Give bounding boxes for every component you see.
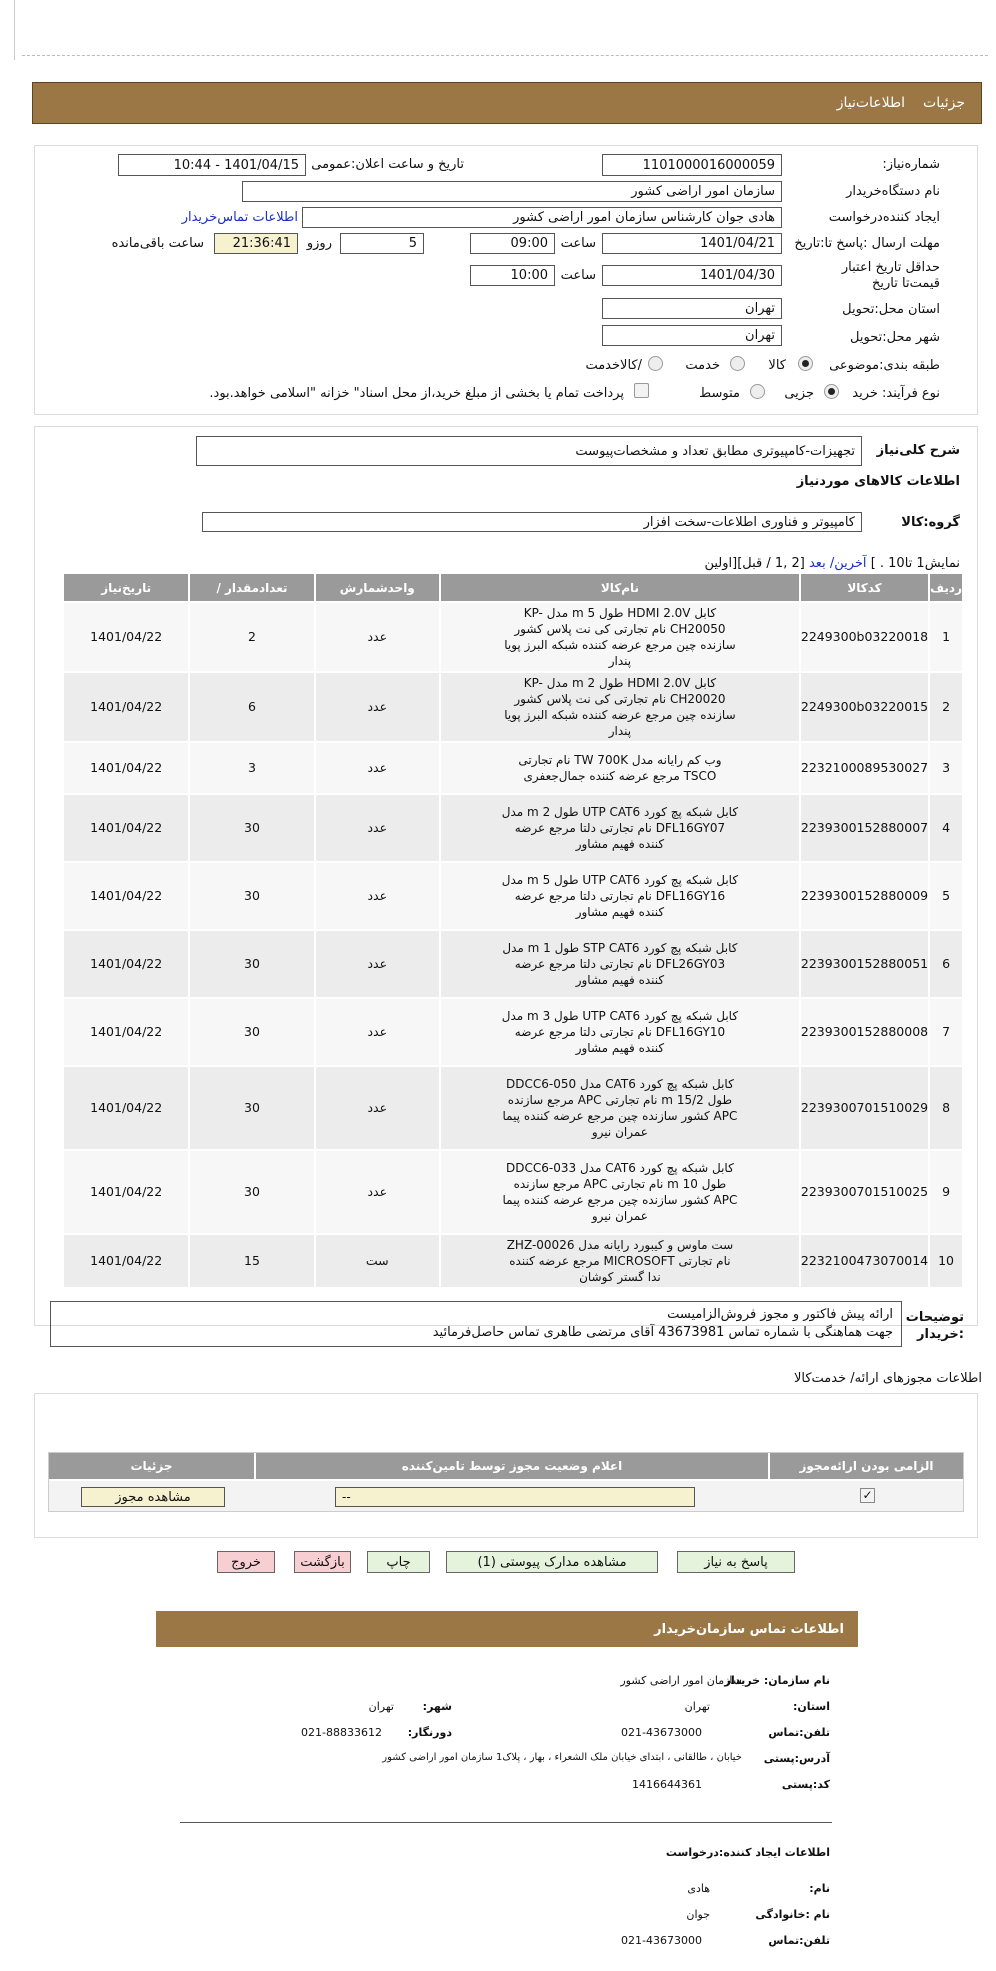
- cell-qty: 6: [189, 672, 314, 742]
- contact-fax-label: دورنگار:: [407, 1726, 452, 1739]
- cell-date: 1401/04/22: [63, 1234, 189, 1288]
- contact-city-label: شهر:: [422, 1700, 452, 1713]
- contact-postal-value: 1416644361: [632, 1778, 702, 1791]
- cell-qty: 2: [189, 602, 314, 672]
- buyer-field: سازمان امور اراضی کشور: [242, 181, 782, 202]
- contact-phone-label: تلفن:تماس: [768, 1726, 830, 1739]
- exit-button[interactable]: خروج: [217, 1551, 275, 1573]
- cell-date: 1401/04/22: [63, 1150, 189, 1234]
- cell-name: کابل شبکه پچ کورد CAT6 مدل DDCC6-050 طول 15/2 m نام تجارتی APC مرجع سازنده APC کشور سازنده چین مرجع عرضه کننده پیما عمران نیرو: [440, 1066, 800, 1150]
- org-label: نام سازمان: خریدار: [724, 1674, 830, 1687]
- validity-date-field: 1401/04/30: [602, 265, 782, 286]
- buyer-notes-label: توضیحات :خریدار: [905, 1310, 964, 1342]
- city-field: تهران: [602, 325, 782, 346]
- cell-row: 9: [929, 1150, 963, 1234]
- radio-goods-service[interactable]: [648, 356, 663, 371]
- days-label: روزو: [306, 236, 332, 251]
- pagination-last[interactable]: آخرین/: [829, 556, 867, 571]
- pagination-show: نمایش1 تا10 . ]: [870, 556, 960, 571]
- view-permit-button[interactable]: مشاهده مجوز: [81, 1487, 225, 1507]
- org-value: سازمان امور اراضی کشور: [620, 1674, 742, 1687]
- cell-unit: عدد: [315, 1066, 440, 1150]
- creator-phone-value: 021-43673000: [621, 1934, 702, 1947]
- cell-row: 8: [929, 1066, 963, 1150]
- cell-code: 2249300b03220015: [800, 672, 929, 742]
- announce-label: تاریخ و ساعت اعلان:عمومی: [311, 157, 464, 172]
- table-row: [63, 930, 963, 998]
- reply-button[interactable]: پاسخ به نیاز: [677, 1551, 795, 1573]
- buyer-contact-link[interactable]: اطلاعات تماس‌خریدار: [181, 210, 298, 225]
- cell-code: 2232100473070014: [800, 1234, 929, 1288]
- cell-name: ست ماوس و کیبورد رایانه مدل ZHZ-00026 نام تجارتی MICROSOFT مرجع عرضه کننده ندا گستر کوشان: [440, 1234, 800, 1288]
- cell-date: 1401/04/22: [63, 742, 189, 794]
- print-button[interactable]: چاپ: [367, 1551, 430, 1573]
- contact-fax-value: 021-88833612: [301, 1726, 382, 1739]
- contact-province-value: تهران: [684, 1700, 710, 1713]
- table-row: [63, 794, 963, 862]
- deadline-label: مهلت ارسال :پاسخ تا:تاریخ: [794, 236, 940, 251]
- deadline-time-label: ساعت: [560, 236, 596, 251]
- creator-family-label: نام :خانوادگی: [755, 1908, 830, 1921]
- cell-qty: 30: [189, 794, 314, 862]
- cell-unit: عدد: [315, 998, 440, 1066]
- cell-qty: 30: [189, 862, 314, 930]
- goods-title: اطلاعات کالاهای موردنیاز: [796, 474, 960, 489]
- radio-goods[interactable]: [798, 356, 813, 371]
- cell-name: کابل شبکه پچ کورد UTP CAT6 طول 3 m مدل DFL16GY10 نام تجارتی دلتا مرجع عرضه کننده فهیم مشاور: [440, 998, 800, 1066]
- cell-unit: عدد: [315, 930, 440, 998]
- buyer-notes-box: [50, 1301, 902, 1347]
- creator-family-value: جوان: [686, 1908, 710, 1921]
- creator-phone-label: تلفن:تماس: [768, 1934, 830, 1947]
- permit-status-field: --: [335, 1487, 695, 1507]
- cell-name: کابل HDMI 2.0V طول 2 m مدل KP-CH20020 نام تجارتی کی نت پلاس کشور سازنده چین مرجع عرضه کننده شبکه البرز پویا پندار: [440, 672, 800, 742]
- contact-bar: اطلاعات تماس سازمان‌خریدار: [156, 1611, 858, 1647]
- permits-title: اطلاعات مجوزهای ارائه/ خدمت‌کالا: [793, 1371, 982, 1386]
- cell-qty: 3: [189, 742, 314, 794]
- table-row: [63, 672, 963, 742]
- permits-col-status: اعلام وضعیت مجوز توسط تامین‌کننده: [256, 1453, 768, 1479]
- cell-row: 6: [929, 930, 963, 998]
- col-unit: واحدشمارش: [315, 573, 440, 602]
- cell-name: کابل شبکه پچ کورد CAT6 مدل DDCC6-033 طول 10 m نام تجارتی APC مرجع سازنده APC کشور سازنده چین مرجع عرضه کننده پیما عمران نیرو: [440, 1150, 800, 1234]
- cell-unit: عدد: [315, 672, 440, 742]
- cell-unit: عدد: [315, 1150, 440, 1234]
- radio-goods-label: کالا: [768, 358, 786, 373]
- cell-row: 4: [929, 794, 963, 862]
- cell-date: 1401/04/22: [63, 602, 189, 672]
- permits-table: [48, 1452, 964, 1512]
- pagination-next[interactable]: بعد: [808, 556, 826, 571]
- cell-name: کابل شبکه پچ کورد UTP CAT6 طول 5 m مدل DFL16GY16 نام تجارتی دلتا مرجع عرضه کننده فهیم مشاور: [440, 862, 800, 930]
- category-label: طبقه بندی:موضوعی: [829, 358, 940, 373]
- cell-code: 2239300152880008: [800, 998, 929, 1066]
- cell-name: کابل HDMI 2.0V طول 5 m مدل KP-CH20050 نام تجارتی کی نت پلاس کشور سازنده چین مرجع عرضه کننده شبکه البرز پویا پندار: [440, 602, 800, 672]
- permits-col-required: الزامی بودن ارائه‌مجوز: [770, 1453, 963, 1479]
- validity-label: حداقل تاریخ اعتبار قیمت‌تا تاریخ: [841, 260, 940, 291]
- deadline-date-field: 1401/04/21: [602, 233, 782, 254]
- cell-code: 2239300152880007: [800, 794, 929, 862]
- col-date: تاریخ‌نیاز: [63, 573, 189, 602]
- table-row: [63, 602, 963, 672]
- table-row: [63, 1150, 963, 1234]
- table-row: [63, 1234, 963, 1288]
- creator-field: هادی جوان کارشناس سازمان امور اراضی کشور: [302, 207, 782, 228]
- cell-qty: 30: [189, 1150, 314, 1234]
- deadline-time-field: 09:00: [470, 233, 555, 254]
- col-row: ردیف: [929, 573, 963, 602]
- radio-medium-label: متوسط: [699, 386, 740, 401]
- goods-table: [62, 572, 964, 1289]
- creator-name-label: نام:: [809, 1882, 830, 1895]
- cell-name: کابل شبکه پچ کورد STP CAT6 طول 1 m مدل DFL26GY03 نام تجارتی دلتا مرجع عرضه کننده فهیم مشاور: [440, 930, 800, 998]
- cell-qty: 30: [189, 998, 314, 1066]
- cell-date: 1401/04/22: [63, 672, 189, 742]
- radio-service[interactable]: [730, 356, 745, 371]
- radio-partial-label: جزیی: [784, 386, 814, 401]
- cell-date: 1401/04/22: [63, 794, 189, 862]
- permits-col-details: جزئیات: [49, 1453, 254, 1479]
- pagination-prev[interactable]: قبل][اولین: [704, 556, 763, 571]
- cell-date: 1401/04/22: [63, 998, 189, 1066]
- header-bar: [32, 82, 982, 124]
- cell-row: 10: [929, 1234, 963, 1288]
- cell-date: 1401/04/22: [63, 1066, 189, 1150]
- need-number-field: 1101000016000059: [602, 154, 782, 176]
- col-qty: تعدادمقدار /: [189, 573, 314, 602]
- col-code: کدکالا: [800, 573, 929, 602]
- need-number-label: شماره‌نیاز:: [882, 157, 940, 172]
- buyer-notes-line2: جهت هماهنگی با شماره تماس 43673981 آقای مرتضی طاهری تماس حاصل‌فرمائید: [432, 1325, 893, 1340]
- cell-code: 2239300152880051: [800, 930, 929, 998]
- pagination: [704, 556, 960, 571]
- cell-row: 5: [929, 862, 963, 930]
- group-field: کامپیوتر و فناوری اطلاعات-سخت افزار: [202, 512, 862, 532]
- cell-date: 1401/04/22: [63, 862, 189, 930]
- cell-row: 7: [929, 998, 963, 1066]
- validity-time-field: 10:00: [470, 265, 555, 286]
- treasury-checkbox[interactable]: [634, 383, 649, 398]
- cell-code: 2232100089530027: [800, 742, 929, 794]
- contact-phone-value: 021-43673000: [621, 1726, 702, 1739]
- cell-row: 2: [929, 672, 963, 742]
- days-field: 5: [340, 233, 424, 254]
- cell-name: وب کم رایانه مدل TW 700K نام تجارتی TSCO مرجع عرضه کننده جمال‌جعفری: [440, 742, 800, 794]
- radio-service-label: خدمت: [685, 358, 720, 373]
- city-label: شهر محل:تحویل: [850, 330, 940, 345]
- validity-time-label: ساعت: [560, 268, 596, 283]
- table-row: [63, 998, 963, 1066]
- attachments-button[interactable]: مشاهده مدارک پیوستی (1): [446, 1551, 658, 1573]
- cell-row: 1: [929, 602, 963, 672]
- contact-address-label: آدرس:پستی: [763, 1752, 830, 1765]
- cell-unit: عدد: [315, 742, 440, 794]
- province-label: استان محل:تحویل: [842, 302, 940, 317]
- creator-name-value: هادی: [687, 1882, 710, 1895]
- cell-unit: ست: [315, 1234, 440, 1288]
- tab-need-info[interactable]: اطلاعات‌نیاز: [836, 95, 906, 111]
- contact-divider: [180, 1822, 832, 1823]
- cell-row: 3: [929, 742, 963, 794]
- treasury-note: پرداخت تمام یا بخشی از مبلغ خرید،از محل اسناد" خزانه "اسلامی خواهد.بود.: [209, 386, 624, 401]
- table-row: [63, 742, 963, 794]
- province-field: تهران: [602, 298, 782, 319]
- radio-medium[interactable]: [750, 384, 765, 399]
- table-row: [63, 862, 963, 930]
- group-label: گروه:کالا: [901, 515, 960, 530]
- cell-qty: 30: [189, 930, 314, 998]
- cell-qty: 15: [189, 1234, 314, 1288]
- cell-unit: عدد: [315, 862, 440, 930]
- cell-code: 2239300701510029: [800, 1066, 929, 1150]
- radio-goods-service-label: /کالاخدمت: [585, 358, 642, 373]
- process-label: نوع فرآیند: خرید: [852, 386, 940, 401]
- left-edge-line: [14, 0, 15, 60]
- contact-postal-label: کد:پستی: [781, 1778, 830, 1791]
- col-name: نام‌کالا: [440, 573, 800, 602]
- cell-qty: 30: [189, 1066, 314, 1150]
- cell-name: کابل شبکه پچ کورد UTP CAT6 طول 2 m مدل DFL16GY07 نام تجارتی دلتا مرجع عرضه کننده فهیم مشاور: [440, 794, 800, 862]
- cell-code: 2239300152880009: [800, 862, 929, 930]
- table-header: [63, 573, 963, 602]
- remaining-field: 21:36:41: [214, 233, 298, 254]
- top-divider: [22, 55, 988, 56]
- cell-unit: عدد: [315, 602, 440, 672]
- remaining-label: ساعت باقی‌مانده: [111, 236, 204, 251]
- permit-required-checkbox: ✓: [860, 1488, 875, 1503]
- back-button[interactable]: بازگشت: [294, 1551, 351, 1573]
- creator-title: اطلاعات ایجاد کننده:درخواست: [665, 1846, 830, 1859]
- announce-field: 1401/04/15 - 10:44: [118, 154, 306, 176]
- table-row: [63, 1066, 963, 1150]
- radio-partial[interactable]: [824, 384, 839, 399]
- summary-label: شرح کلی‌نیاز: [876, 443, 960, 458]
- summary-field: تجهیزات-کامپیوتری مطابق تعداد و مشخصات‌پیوست: [196, 436, 862, 466]
- cell-date: 1401/04/22: [63, 930, 189, 998]
- cell-unit: عدد: [315, 794, 440, 862]
- contact-province-label: استان:: [793, 1700, 830, 1713]
- tab-details[interactable]: جزئیات: [923, 95, 965, 111]
- creator-label: ایجاد کننده‌درخواست: [828, 210, 940, 225]
- contact-city-value: تهران: [368, 1700, 394, 1713]
- cell-code: 2239300701510025: [800, 1150, 929, 1234]
- cell-code: 2249300b03220018: [800, 602, 929, 672]
- buyer-notes-line1: ارائه پیش فاکتور و مجوز فروش‌الزامیست: [667, 1307, 893, 1322]
- buyer-label: نام دستگاه‌خریدار: [846, 184, 940, 199]
- contact-address-value: خیابان ، طالقانی ، ابتدای خیابان ملک الشعراء ، بهار ، پلاک1 سازمان امور اراضی کشور: [382, 1752, 742, 1763]
- pagination-pages[interactable]: [2 ,1 /: [766, 556, 805, 571]
